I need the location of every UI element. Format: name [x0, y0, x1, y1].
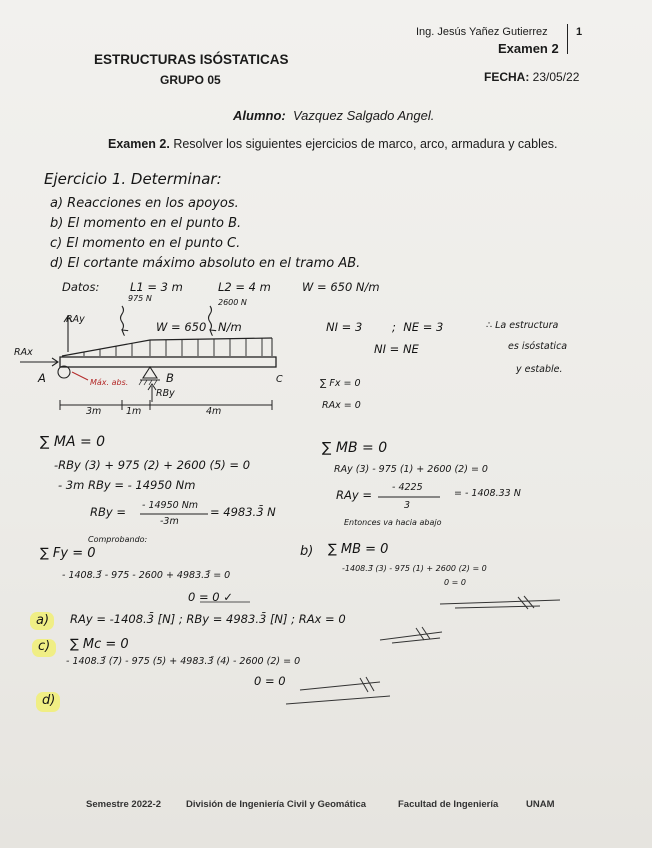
answer-c-title: ∑ Mc = 0 — [70, 637, 129, 652]
author-name: Ing. Jesús Yañez Gutierrez — [416, 26, 548, 38]
footer-faculty: Facultad de Ingeniería — [398, 799, 499, 810]
fy-line-1: - 1408.3̄ - 975 - 2600 + 4983.3̄ = 0 — [62, 570, 231, 581]
ma-line-3-den: -3m — [160, 516, 179, 527]
mb-ray-num: - 4225 — [392, 482, 423, 493]
ne-text: NE = 3 — [403, 320, 444, 334]
student-name: Vazquez Salgado Angel. — [292, 108, 435, 123]
exam-title: Examen 2 — [498, 41, 559, 56]
sum-fy-title: ∑ Fy = 0 — [40, 546, 96, 561]
conclusion-2: es isóstatica — [508, 341, 568, 352]
answer-b-title: ∑ MB = 0 — [328, 542, 389, 557]
data-l2: L2 = 4 m — [218, 280, 271, 294]
point-a-label: A — [38, 371, 46, 385]
ma-line-2: - 3m RBy = - 14950 Nm — [58, 478, 196, 492]
data-label: Datos: — [62, 280, 100, 294]
data-l1: L1 = 3 m — [130, 280, 183, 294]
mb-line-1: RAy (3) - 975 (1) + 2600 (2) = 0 — [334, 464, 488, 475]
group-label: GRUPO 05 — [160, 73, 221, 87]
ma-line-3-num: - 14950 Nm — [142, 500, 199, 511]
dim-1m: 1m — [126, 406, 142, 417]
instruction-text: Resolver los siguientes ejercicios de marco, arco, armadura y cables. — [173, 137, 558, 151]
mb-ray-den: 3 — [404, 500, 411, 511]
distributed-load-unit: N/m — [218, 320, 242, 334]
exercise-title: Ejercicio 1. Determinar: — [44, 170, 222, 188]
point-c-label: C — [276, 374, 283, 385]
beam — [60, 357, 276, 367]
point-b-label: B — [166, 371, 174, 385]
distributed-load-outline — [62, 338, 272, 356]
point-load-2600 — [209, 306, 212, 330]
ray-label: RAy — [66, 314, 85, 325]
ni-equals-ne: NI = NE — [374, 342, 419, 356]
course-title: ESTRUCTURAS ISÓSTATICAS — [94, 52, 289, 67]
answer-b-line-2: 0 = 0 — [444, 578, 466, 587]
exercise-item-c: c) El momento en el punto C. — [50, 236, 241, 251]
ma-line-3-lhs: RBy = — [90, 505, 126, 519]
support-b — [143, 367, 157, 378]
point-load-975 — [121, 306, 124, 330]
exercise-item-d: d) El cortante máximo absoluto en el tramo AB. — [50, 256, 361, 271]
answer-b-line-1: -1408.3̄ (3) - 975 (1) + 2600 (2) = 0 — [342, 564, 487, 573]
ni-value: NI = 3 — [326, 320, 363, 334]
footer-division: División de Ingeniería Civil y Geomática — [186, 799, 367, 810]
max-abs-note: Máx. abs. — [90, 378, 129, 387]
answer-a-tag: a) — [36, 613, 50, 628]
dim-4m: 4m — [206, 406, 222, 417]
mb-note: Entonces va hacia abajo — [344, 518, 442, 527]
instruction-label: Examen 2. — [108, 137, 170, 151]
answer-c-tag: c) — [38, 639, 51, 654]
data-w: W = 650 N/m — [302, 280, 380, 294]
distributed-load-label: W = 650 — [156, 320, 207, 334]
page-number: 1 — [576, 26, 583, 38]
date-label: FECHA: — [484, 70, 530, 84]
fy-line-2: 0 = 0 ✓ — [188, 590, 233, 604]
load-975-label: 975 N — [128, 294, 152, 303]
dim-3m: 3m — [86, 406, 102, 417]
exercise-item-a: a) Reacciones en los apoyos. — [50, 196, 239, 211]
sum-mb-title: ∑ MB = 0 — [322, 440, 388, 456]
check-label: Comprobando: — [88, 535, 148, 544]
date-value: 23/05/22 — [532, 70, 580, 84]
answer-a-text: RAy = -1408.3̄ [N] ; RBy = 4983.3̄ [N] ; RAx = 0 — [70, 612, 346, 626]
answer-c-line-1: - 1408.3̄ (7) - 975 (5) + 4983.3̄ (4) - 2600 (2) = 0 — [66, 656, 301, 667]
mb-ray-result: = - 1408.33 N — [454, 488, 521, 499]
ne-value: ; NE = 3 — [392, 320, 444, 334]
load-2600-label: 2600 N — [218, 298, 247, 307]
rby-label: RBy — [156, 388, 175, 399]
footer-university: UNAM — [526, 799, 555, 810]
student-label: Alumno: — [233, 108, 286, 123]
answer-b-tag: b) — [300, 544, 314, 559]
sum-ma-title: ∑ MA = 0 — [40, 434, 106, 450]
rax-label: RAx — [14, 347, 33, 358]
rax-zero: RAx = 0 — [322, 400, 361, 411]
support-a — [58, 366, 70, 378]
exercise-item-b: b) El momento en el punto B. — [50, 216, 242, 231]
ma-line-1: -RBy (3) + 975 (2) + 2600 (5) = 0 — [54, 458, 251, 472]
sum-fx: ∑ Fx = 0 — [320, 378, 361, 389]
mb-ray-lhs: RAy = — [336, 488, 372, 502]
conclusion-3: y estable. — [516, 364, 563, 375]
conclusion-1: ∴ La estructura — [486, 320, 559, 331]
answer-d-tag: d) — [42, 693, 56, 708]
ma-line-3-result: = 4983.3̄ N — [210, 505, 276, 519]
answer-c-line-2: 0 = 0 — [254, 674, 286, 688]
footer-semester: Semestre 2022-2 — [86, 799, 161, 810]
